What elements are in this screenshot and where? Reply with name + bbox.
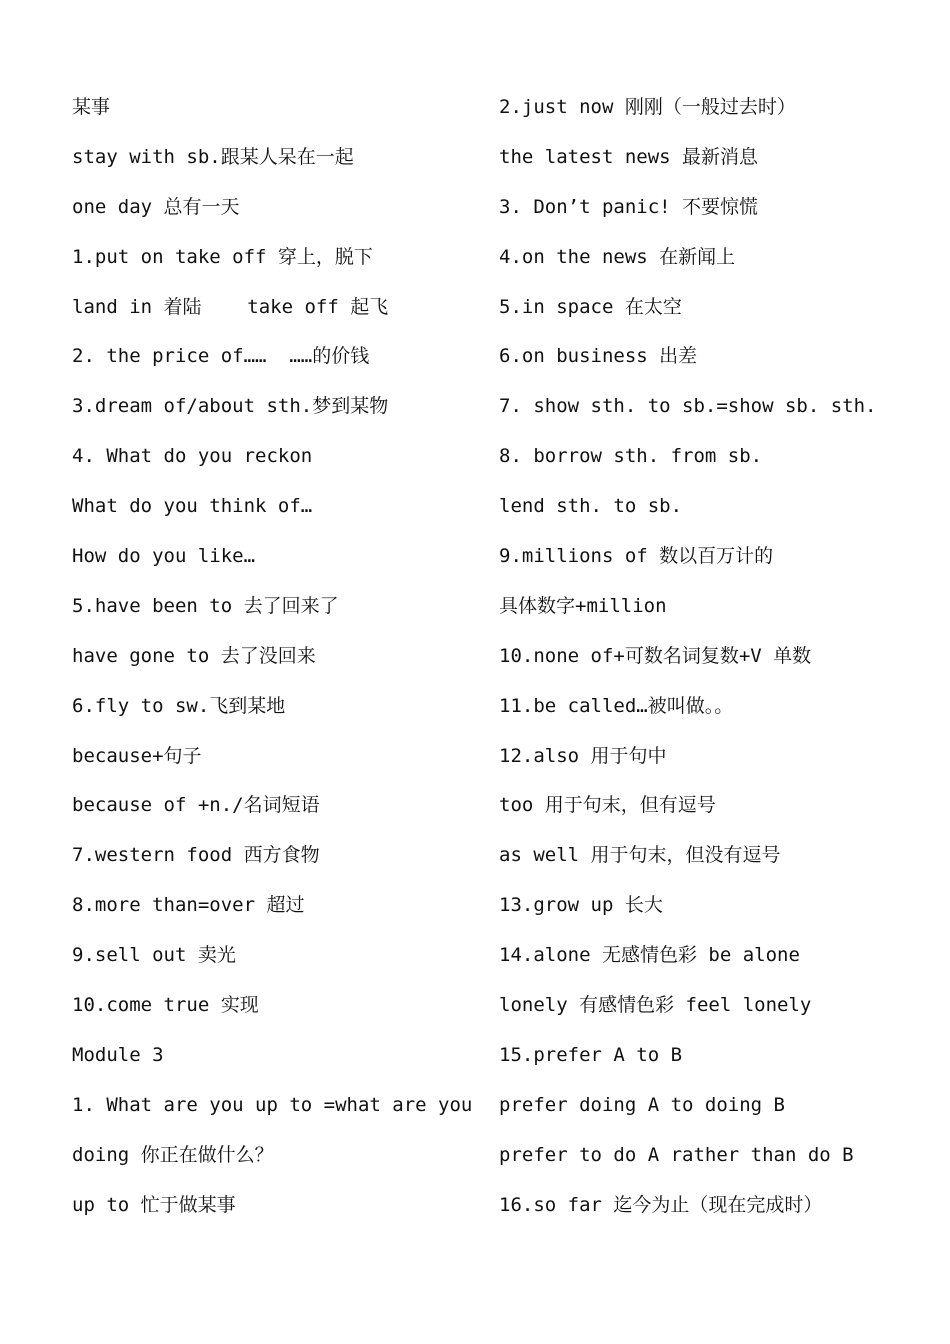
left-column-line: What do you think of… — [72, 495, 313, 518]
left-column-line: 1.put on take off 穿上，脱下 — [72, 245, 373, 268]
left-column-line: 10.come true 实现 — [72, 994, 259, 1017]
right-column-line: 12.also 用于句中 — [499, 744, 667, 767]
right-column-line: lend sth. to sb. — [499, 495, 683, 518]
right-column-line: 9.millions of 数以百万计的 — [499, 545, 774, 568]
right-column-line: 6.on business 出差 — [499, 345, 698, 368]
left-column — [72, 83, 472, 1230]
right-column-line: 11.be called…被叫做。。 — [499, 694, 734, 717]
left-column-line: 1. What are you up to =what are you — [72, 1093, 473, 1116]
right-column-line: too 用于句末，但有逗号 — [499, 794, 716, 817]
right-column-line: the latest news 最新消息 — [499, 145, 759, 168]
left-column-line: up to 忙于做某事 — [72, 1193, 236, 1216]
left-column-line: 某事 — [72, 96, 111, 118]
right-column-line: 5.in space 在太空 — [499, 295, 682, 318]
right-column-line: as well 用于句末，但没有逗号 — [499, 844, 781, 867]
right-column-line: 4.on the news 在新闻上 — [499, 245, 736, 268]
right-column-line: prefer to do A rather than do B — [499, 1143, 854, 1166]
left-column-line: 8.more than=over 超过 — [72, 894, 305, 917]
left-column-line: 5.have been to 去了回来了 — [72, 594, 339, 617]
left-column-line: 4. What do you reckon — [72, 445, 313, 468]
left-column-line: 3.dream of/about sth.梦到某物 — [72, 395, 389, 418]
right-column-line: 15.prefer A to B — [499, 1043, 683, 1066]
right-column-line: 8. borrow sth. from sb. — [499, 445, 763, 468]
left-column-line: 6.fly to sw.飞到某地 — [72, 694, 286, 717]
right-column-line: prefer doing A to doing B — [499, 1093, 785, 1116]
left-column-line: one day 总有一天 — [72, 195, 240, 218]
left-column-line: 2. the price of…… ……的价钱 — [72, 345, 370, 368]
left-column-line: have gone to 去了没回来 — [72, 644, 316, 667]
right-column-line: 13.grow up 长大 — [499, 894, 663, 917]
right-column-line: 3. Don’t panic! 不要惊慌 — [499, 195, 759, 218]
right-column-line: 7. show sth. to sb.=show sb. sth. — [499, 395, 877, 418]
right-column-line: 16.so far 迄今为止（现在完成时） — [499, 1193, 823, 1216]
right-column-line: 具体数字+million — [499, 594, 667, 617]
right-column-line: 2.just now 刚刚（一般过去时） — [499, 96, 796, 118]
left-column-line: because of +n./名词短语 — [72, 794, 320, 817]
left-column-line: doing 你正在做什么？ — [72, 1143, 274, 1166]
left-column-line: Module 3 — [72, 1043, 164, 1066]
right-column-line: 10.none of+可数名词复数+V 单数 — [499, 644, 812, 667]
left-column-line: 9.sell out 卖光 — [72, 944, 236, 967]
right-column-line: 14.alone 无感情色彩 be alone — [499, 944, 800, 967]
left-column-line: 7.western food 西方食物 — [72, 844, 320, 867]
right-column — [499, 83, 919, 1230]
left-column-line: because+句子 — [72, 744, 202, 767]
right-column-line: lonely 有感情色彩 feel lonely — [499, 994, 812, 1017]
left-column-line: land in 着陆 take off 起飞 — [72, 295, 389, 318]
left-column-line: How do you like… — [72, 545, 256, 568]
left-column-line: stay with sb.跟某人呆在一起 — [72, 145, 354, 168]
